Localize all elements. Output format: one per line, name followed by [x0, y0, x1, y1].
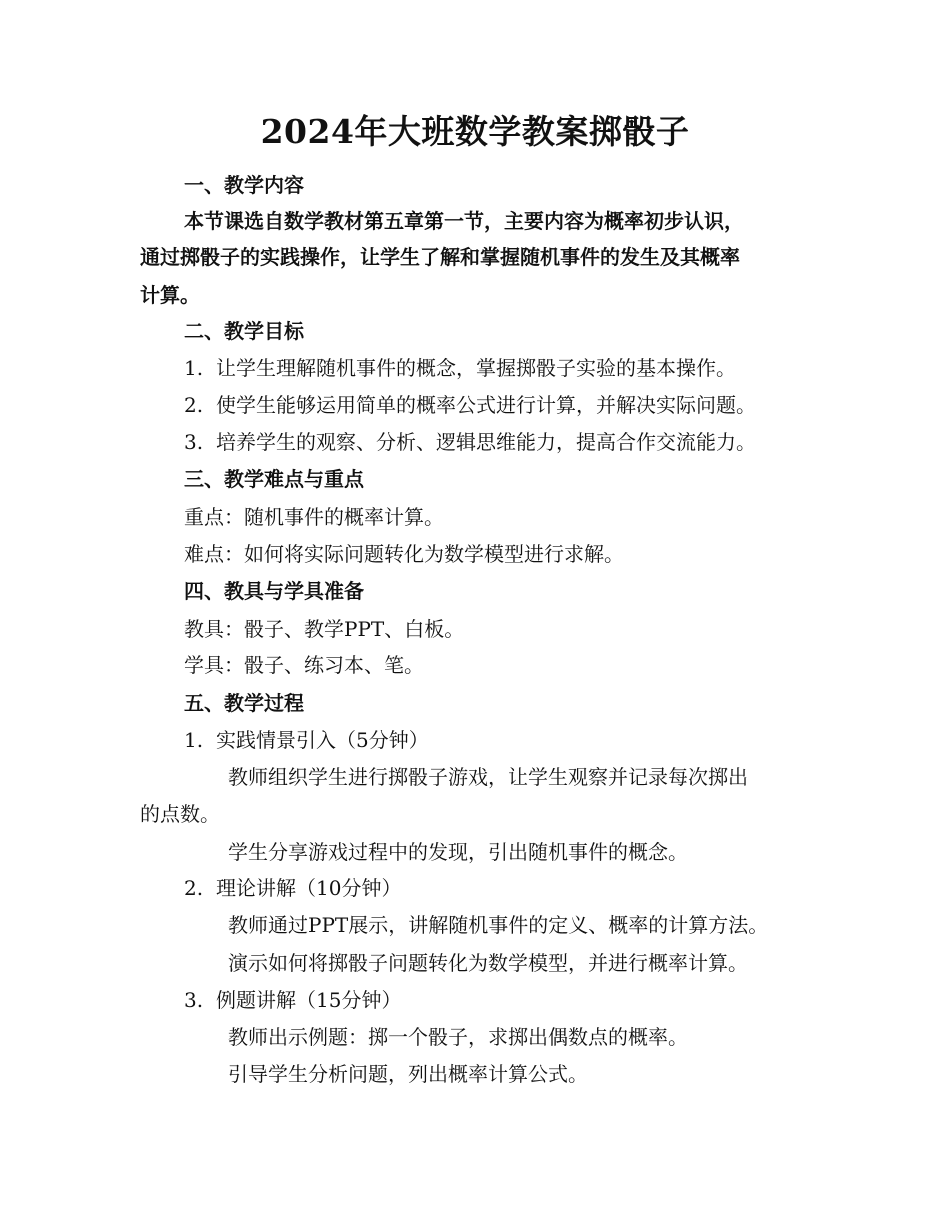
process-step-title: 例题讲解（15分钟）	[216, 988, 402, 1012]
process-detail-line: 引导学生分析问题，列出概率计算公式。	[228, 1062, 588, 1086]
content-paragraph-line: 通过掷骰子的实践操作，让学生了解和掌握随机事件的发生及其概率	[140, 245, 740, 269]
section-heading-process: 五、教学过程	[184, 691, 304, 715]
process-detail-line: 教师出示例题：掷一个骰子，求掷出偶数点的概率。	[228, 1025, 688, 1049]
process-step	[184, 871, 401, 905]
process-step	[184, 983, 401, 1017]
difficulty-line: 难点：如何将实际问题转化为数学模型进行求解。	[184, 542, 624, 566]
goal-item	[184, 425, 756, 459]
process-step-title: 实践情景引入（5分钟）	[216, 728, 429, 752]
section-heading-materials: 四、教具与学具准备	[184, 579, 364, 603]
process-step	[184, 723, 429, 757]
process-step-title: 理论讲解（10分钟）	[216, 876, 402, 900]
key-point-line: 重点：随机事件的概率计算。	[184, 505, 444, 529]
process-detail-line: 的点数。	[140, 802, 220, 826]
goal-item-text: 培养学生的观察、分析、逻辑思维能力，提高合作交流能力。	[216, 430, 756, 454]
process-detail-line: 教师通过PPT展示，讲解随机事件的定义、概率的计算方法。	[228, 913, 769, 937]
student-tools-line: 学具：骰子、练习本、笔。	[184, 653, 424, 677]
goal-item-text: 让学生理解随机事件的概念，掌握掷骰子实验的基本操作。	[216, 356, 736, 380]
process-step-number: 1.	[184, 728, 204, 752]
goal-item	[184, 351, 736, 385]
section-heading-goals: 二、教学目标	[184, 319, 304, 343]
section-heading-content: 一、教学内容	[184, 173, 304, 197]
goal-item-number: 1.	[184, 356, 204, 380]
goal-item-number: 2.	[184, 393, 204, 417]
process-detail-line: 教师组织学生进行掷骰子游戏，让学生观察并记录每次掷出	[228, 765, 748, 789]
goal-item-text: 使学生能够运用简单的概率公式进行计算，并解决实际问题。	[216, 393, 756, 417]
process-step-number: 2.	[184, 876, 204, 900]
content-paragraph-line: 计算。	[140, 283, 200, 307]
goal-item-number: 3.	[184, 430, 204, 454]
section-heading-key-points: 三、教学难点与重点	[184, 467, 364, 491]
teacher-tools-line: 教具：骰子、教学PPT、白板。	[184, 617, 465, 641]
process-step-number: 3.	[184, 988, 204, 1012]
document-title: 2024年大班数学教案掷骰子	[260, 112, 690, 151]
content-paragraph-line: 本节课选自数学教材第五章第一节，主要内容为概率初步认识，	[184, 209, 744, 233]
goal-item	[184, 388, 756, 422]
process-detail-line: 演示如何将掷骰子问题转化为数学模型，并进行概率计算。	[228, 951, 748, 975]
process-detail-line: 学生分享游戏过程中的发现，引出随机事件的概念。	[228, 840, 688, 864]
